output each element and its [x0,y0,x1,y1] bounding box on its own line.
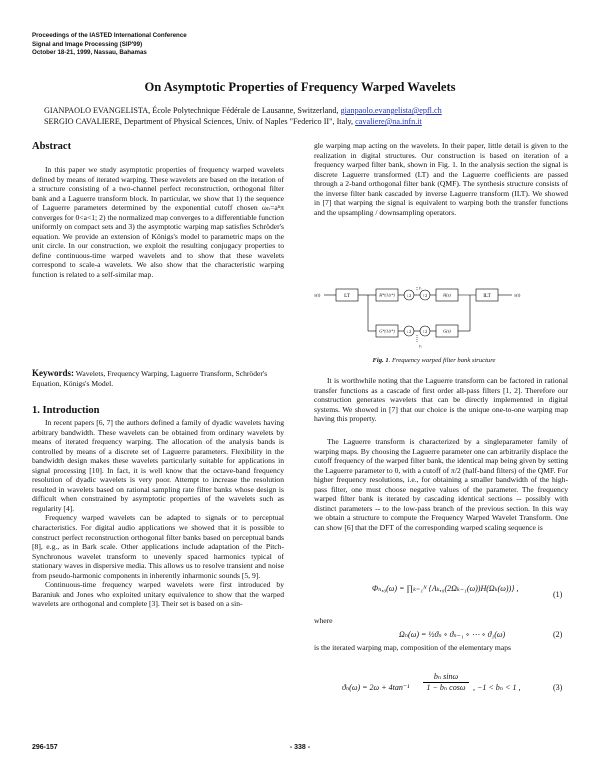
equation-1: Φₙ,₀(ω) = ∏ₖ₌₁ᴺ {Aₖ,₀(2Ωₖ₋₁(ω))H(Ωₖ(ω))} , [372,584,519,593]
intro-paragraph-1-text: In recent papers [6, 7] the authors defined a family of dyadic wavelets having arbitrary bandwidth. These wavelets can be obtained from ordinary wavelets by means of iterated frequency warping. The allocation of the analysis bands is controlled by means of a discrete set of Laguerre parameters. Flexibility in the bandwidth design makes these wavelets particularly suitable for applications in signal processing [10]. In fact, it is well know that the octave-band frequency resolution of dyadic wavelets is very poor. Attempt to increase the resolution resulted in wavelets based on rational sampling rate filter banks whose design is difficult when constrained by asymptotic properties of the wavelets such as regularity [4]. [32,418,284,513]
page-number: - 338 - [289,744,311,751]
proceedings-header [32,32,187,58]
right-paragraph-1 [314,141,568,217]
lt-label: LT [344,292,350,299]
equation-3-number: (3) [553,683,563,692]
up-top-label: ↑2 [422,293,428,298]
figure-caption-label: Fig. 1 [372,357,389,364]
right-paragraph-4 [314,643,568,653]
lo-filter-label: G*(1/z*) [379,328,395,334]
author-2 [44,117,422,127]
h-filter-label: H(z) [443,292,451,298]
intro-paragraph-1 [32,418,284,513]
ilt-label: ILT [483,292,491,299]
abstract-body [32,165,284,280]
g-filter-label: G(z) [443,328,451,334]
author-2-email-link[interactable]: cavaliere@na.infn.it [355,117,422,126]
equation-3-lhs: ϑₙ(ω) = 2ω + 4tan⁻¹ [342,683,410,692]
intro-paragraph-2-text: Frequency warped wavelets can be adapted to signals or to perceptual characteristics. For digital audio applications we showed that it is possible to construct perfect reconstruction orthogonal filter banks based on perceptual bands [8], e.g., as in Bark scale. Other applications include adaptation of the Pitch-Synchronous wavelet transform to unevenly spaced harmonics typical of stationary waves in dispersive media. This allows us to resolve transient and noise from pseudo-harmonic components in inherently inharmonic sounds [5, 9]. [32,513,284,580]
right-paragraph-1-text: gle warping map acting on the wavelets. In their paper, little detail is given to the realization in digital structures. Our construction is based on iteration of a frequency warped filter bank, shown in Fig. 1. In the analysis section the signal is discrete Laguerre transformed (LT) and the Laguerre coefficients are passed through a 2-band orthogonal filter bank (QMF). The synthesis structure consists of the inverse filter bank cascaded by inverse Laguerre transform (ILT). We showed in [7] that warping the signal is equivalent to warping both the transfer functions and the upsampling / downsampling operators. [314,141,568,217]
author-2-affiliation: SERGIO CAVALIERE, Department of Physical Sciences, Univ. of Naples "Federico II", Italy, [44,117,356,126]
y1-label: y₁ [419,287,423,290]
footer-code: 296-157 [32,744,58,751]
abstract-heading: Abstract [32,141,72,152]
y0-label: y₀ [419,344,423,348]
proceedings-line-1: Proceedings of the IASTED International Conference [32,32,187,39]
right-paragraph-2-text: It is worthwhile noting that the Laguerre transform can be factored in rational transfer functions as a cascade of first order all-pass filters [1, 2]. Therefore our construction generates wavelets that can be directly implemented in digital systems. We showed in [7] that our choice is the unique one-to-one warping map having this property. [314,376,568,424]
proceedings-line-2: Signal and Image Processing (SIP'99) [32,40,143,48]
right-paragraph-3 [314,437,568,532]
equation-3-denominator: 1 − bₙ cosω [426,683,466,692]
intro-paragraph-3-text: Continuous-time frequency warped wavelets were first introduced by Baraniuk and Jones who exploited unitary equivalence to show that the warped wavelets are orthogonal and complete [3]. Their set is based on a sin- [32,580,284,609]
proceedings-line-3: October 18-21, 1999, Nassau, Bahamas [32,49,147,57]
up-bottom-label: ↑2 [422,329,428,334]
right-paragraph-3-text: The Laguerre transform is characterized by a singleparameter family of warping maps. By choosing the Laguerre parameter one can arbitrarily displace the cutoff frequency of the warped filter bank, the identical map being given by setting the Laguerre parameter to 0, with a cutoff of π/2 (half-band filters) of the QMF. For higher frequency resolutions, i.e., for obtaining a smaller bandwidth of the high-pass filter, one must choose negative values of the parameter. The frequency warped filter bank is iterated by cascading identical sections -- possibly with distinct parameters -- to the low-pass branch of the previous section. In this way we obtain a structure to compute the Frequency Warped Wavelet Transform. One can show [6] that the DFT of the corresponding warped scaling sequence is [314,437,568,532]
right-paragraph-2 [314,376,568,424]
where-text [314,616,568,626]
output-label: x(t) [514,292,521,298]
keywords-text: Wavelets, Frequency Warping, Laguerre Transform, Schröder's Equation, Königs's Model. [32,369,268,388]
figure-caption [300,357,568,364]
author-1 [44,106,442,116]
equation-3-numerator: bₙ sinω [423,672,469,683]
equation-2-number: (2) [553,630,563,639]
right-paragraph-4-text: is the iterated warping map, composition of the elementary maps [314,643,511,652]
down-bottom-label: ↓2 [406,329,412,334]
author-1-affiliation: GIANPAOLO EVANGELISTA, École Polytechnique Fédérale de Lausanne, Switzerland, [44,106,341,115]
equation-2: Ωₙ(ω) = ½ϑₙ ∘ ϑₙ₋₁ ∘ ⋯ ∘ ϑ₁(ω) [399,630,506,639]
intro-paragraph-3 [32,580,284,609]
author-1-email-link[interactable]: gianpaolo.evangelista@epfl.ch [340,106,442,115]
keywords [32,369,284,388]
where-word: where [314,616,333,625]
filter-bank-diagram [312,287,558,355]
introduction-heading: 1. Introduction [32,405,100,416]
abstract-paragraph: In this paper we study asymptotic properties of frequency warped wavelets defined by means of iterated warping. These wavelets are based on the iteration of a structure consisting of a two-channel perfect reconstruction, orthogonal filter bank and a Laguerre transform block. In particular, we show that 1) the sequence of Laguerre parameters determined by the exponential cutoff chosen ωₙ=aⁿπ converges for 0<a<1; 2) the normalized map converges to a differentiable function uniformly on compact sets and 3) the asymptotic warping map satisfies Schröder's equation. We provide an extension of Königs's model to parametric maps on the unit circle. In our construction, we exploit the resulting conjugacy properties to define continuous-time warped wavelets and to show that these wavelets correspond to scale-a wavelets. We also show that the characteristic warping function is related to a self-similar map. [32,165,284,280]
equation-3-condition: , −1 < bₙ < 1 , [473,683,521,692]
keywords-label: Keywords: [32,368,74,378]
figure-caption-text: . Frequency warped filter bank structure [388,357,496,364]
down-top-label: ↓2 [406,293,412,298]
equation-3-fraction [423,672,469,693]
introduction-body [32,418,284,609]
intro-paragraph-2 [32,513,284,580]
equation-1-number: (1) [553,590,563,599]
input-label: x(t) [314,292,321,298]
hi-filter-label: H*(1/z*) [379,292,395,298]
paper-title: On Asymptotic Properties of Frequency Warped Wavelets [144,80,456,94]
